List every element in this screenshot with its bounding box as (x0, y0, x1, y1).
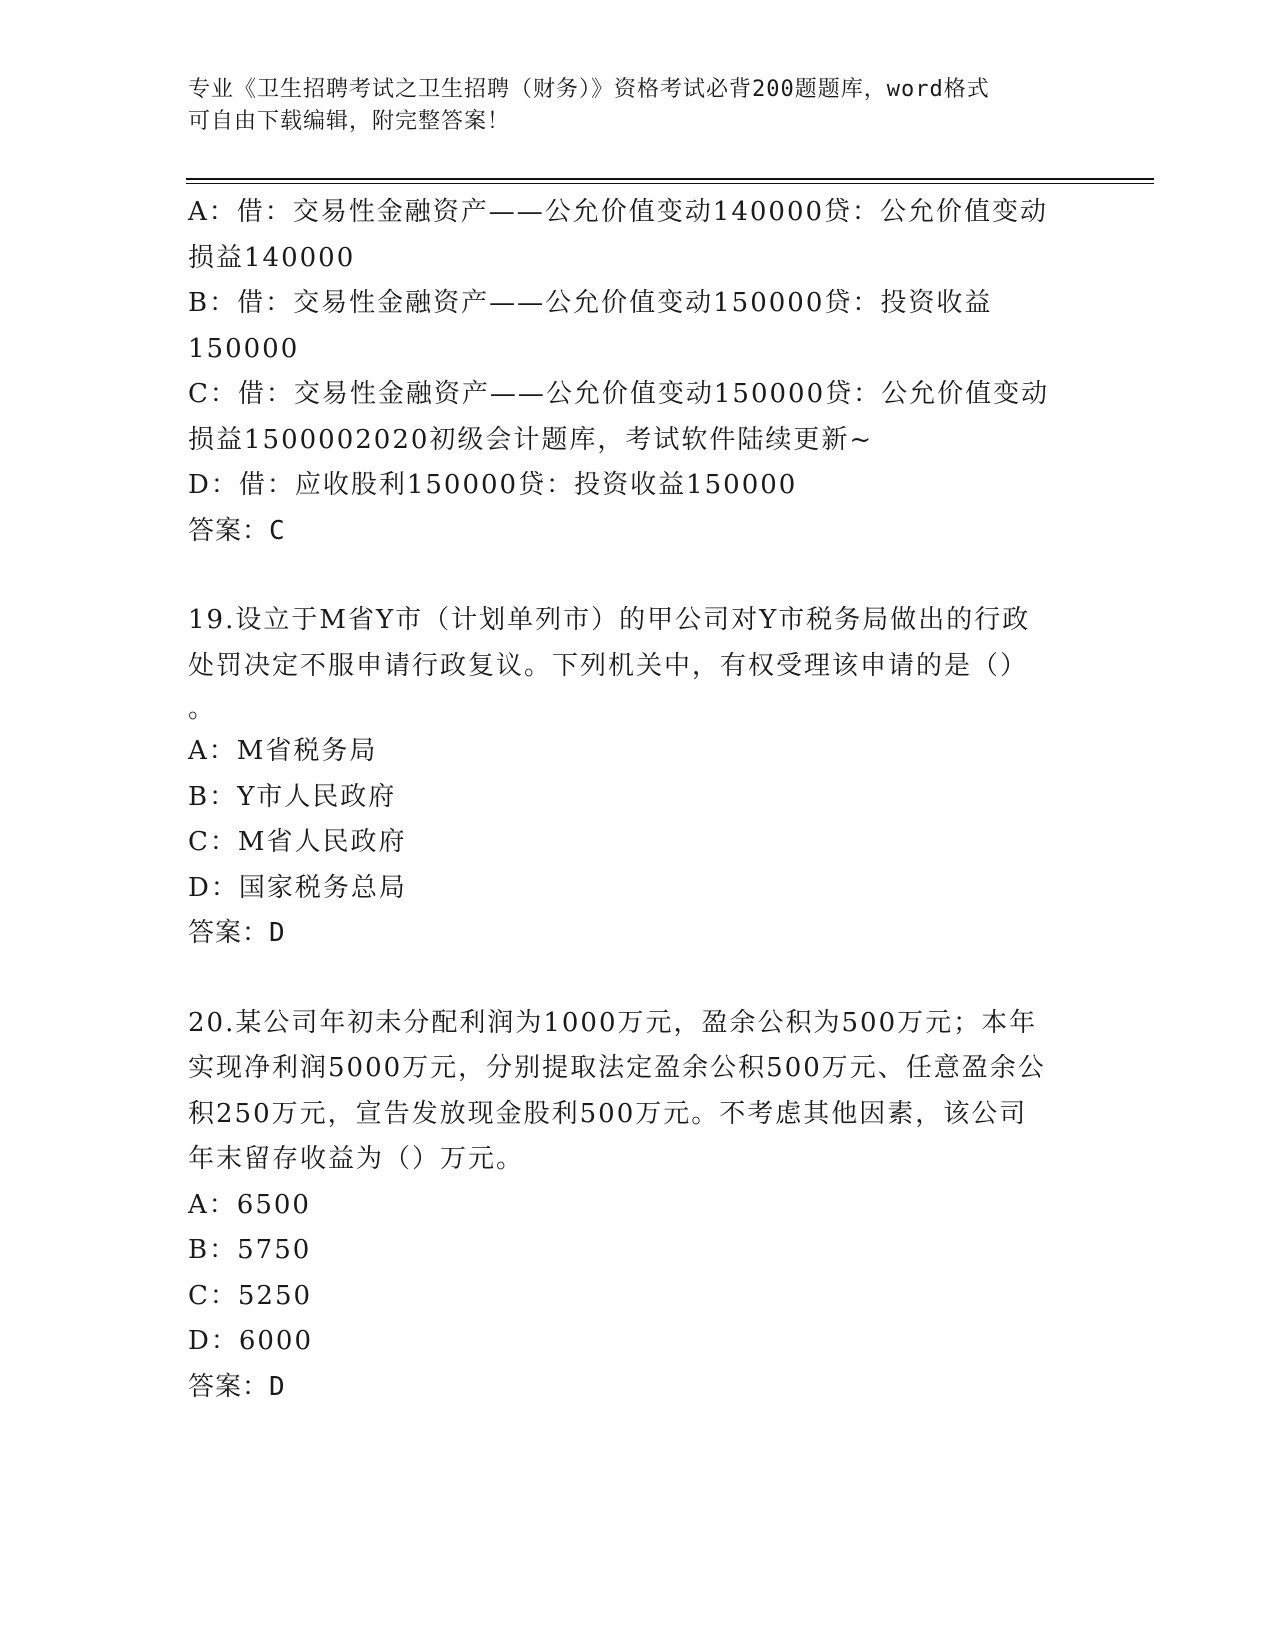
question-20-stem-line-1: 20.某公司年初未分配利润为1000万元，盈余公积为500万元；本年 (188, 1007, 1038, 1038)
question-20-option-c: C：5250 (188, 1280, 313, 1311)
question-19-option-d: D：国家税务总局 (188, 872, 407, 903)
question-20-stem-line-4: 年末留存收益为（）万元。 (188, 1144, 525, 1174)
spacer (188, 554, 1088, 598)
question-18-option-a-line-2: 损益140000 (188, 242, 356, 273)
question-20-option-b: B：5750 (188, 1235, 312, 1265)
question-18-option-a-line-1: A：借：交易性金融资产——公允价值变动140000贷：公允价值变动 (188, 197, 1049, 227)
question-20 (188, 1001, 1088, 1411)
header-divider-thick (186, 178, 1154, 180)
question-18-answer: 答案：C (188, 515, 286, 546)
question-18-option-c-line-2: 损益1500002020初级会计题库，考试软件陆续更新~ (188, 424, 874, 455)
question-18 (188, 190, 1088, 554)
question-19-option-c: C：M省人民政府 (188, 827, 407, 857)
question-20-answer: 答案：D (188, 1371, 286, 1402)
question-20-stem-line-3: 积250万元，宣告发放现金股利500万元。不考虑其他因素，该公司 (188, 1098, 1028, 1129)
question-19-stem-line-3: 。 (188, 694, 217, 724)
question-18-option-c-line-1: C：借：交易性金融资产——公允价值变动150000贷：公允价值变动 (188, 379, 1050, 409)
header-line-1: 专业《卫生招聘考试之卫生招聘（财务）》资格考试必背200题题库，word格式 (188, 77, 990, 102)
question-19-stem-line-2: 处罚决定不服申请行政复议。下列机关中，有权受理该申请的是（） (188, 650, 1029, 681)
question-19-stem-line-1: 19.设立于M省Y市（计划单列市）的甲公司对Y市税务局做出的行政 (188, 605, 1031, 635)
question-20-option-a: A：6500 (188, 1189, 311, 1220)
question-18-option-d: D：借：应收股利150000贷：投资收益150000 (188, 470, 798, 500)
question-18-option-b-line-2: 150000 (188, 333, 300, 364)
question-18-option-b-line-1: B：借：交易性金融资产——公允价值变动150000贷：投资收益 (188, 288, 993, 318)
header-line-2: 可自由下载编辑，附完整答案！ (188, 109, 511, 134)
question-19-option-b: B：Y市人民政府 (188, 781, 397, 812)
spacer (188, 957, 1088, 1001)
document-body (188, 190, 1088, 1410)
question-20-stem-line-2: 实现净利润5000万元，分别提取法定盈余公积500万元、任意盈余公 (188, 1053, 1046, 1083)
question-19 (188, 598, 1088, 957)
header-divider-thin (186, 183, 1154, 184)
question-19-option-a: A：M省税务局 (188, 736, 378, 766)
question-20-option-d: D：6000 (188, 1326, 314, 1356)
document-header (188, 74, 1068, 138)
question-19-answer: 答案：D (188, 918, 286, 948)
